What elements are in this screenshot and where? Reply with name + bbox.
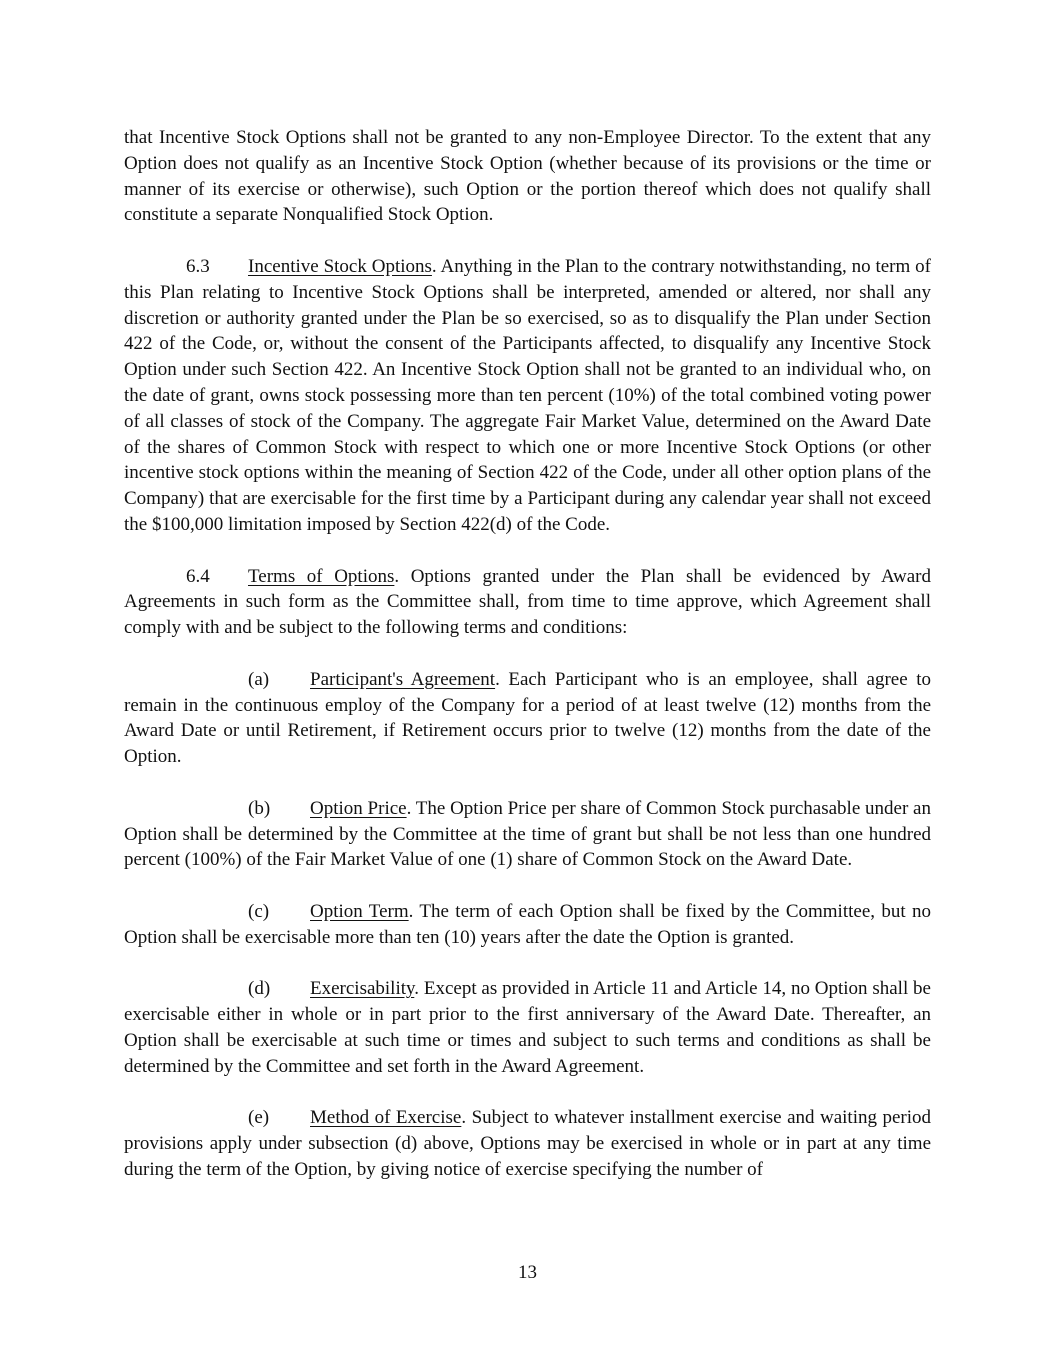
- subsection-e: [124, 1105, 931, 1182]
- subsection-a: [124, 667, 931, 770]
- section-6-4: [124, 564, 931, 641]
- subsection-heading: Participant's Agreement: [310, 668, 496, 690]
- section-text: . Options granted under the Plan shall be evidenced by Award Agreements in such form as the Committee shall, from time to time approve, which Agreement shall comply with and be subject to the following terms and conditions:: [124, 565, 932, 639]
- paragraph-intro: [124, 125, 931, 228]
- document-body: [124, 125, 931, 1208]
- subsection-label: (a): [248, 668, 270, 690]
- section-6-3: [124, 254, 931, 538]
- subsection-heading: Exercisability: [310, 978, 415, 1000]
- subsection-label: (e): [248, 1107, 270, 1129]
- subsection-text: . Subject to whatever installment exercise and waiting period provisions apply under subsection (d) above, Options may be exercised in whole or in part at any time during the term of the Option, by giving notice of exercise specifying the number of: [124, 1107, 932, 1180]
- subsection-text: . The Option Price per share of Common Stock purchasable under an Option shall be determined by the Committee at the time of grant but shall be not less than one hundred percent (100%) of the Fair Market Value of one (1) share of Common Stock on the Award Date.: [124, 797, 931, 871]
- subsection-label: (c): [248, 900, 270, 922]
- page-number: 13: [518, 1262, 537, 1283]
- paragraph-text: that Incentive Stock Options shall not be granted to any non-Employee Director. To the extent that any Option does not qualify as an Incentive Stock Option (whether because of its provisions or the time or manner of its exercise or otherwise), such Option or the portion thereof which does not qualify shall constitute a separate Nonqualified Stock Option.: [124, 127, 931, 226]
- subsection-text: . Except as provided in Article 11 and Article 14, no Option shall be exercisable either in whole or in part prior to the first anniversary of the Award Date. Thereafter, an Option shall be exercisable at such time or times and subject to such terms and conditions as shall be determined by the Committee and set forth in the Award Agreement.: [124, 978, 931, 1077]
- section-heading: Terms of Options: [248, 565, 395, 587]
- subsection-b: [124, 796, 931, 873]
- subsection-label: (d): [248, 978, 271, 1000]
- subsection-heading: Option Term: [310, 900, 409, 922]
- subsection-text: . The term of each Option shall be fixed by the Committee, but no Option shall be exercisable more than ten (10) years after the date the Option is granted.: [124, 900, 931, 948]
- section-number: 6.4: [186, 565, 210, 587]
- section-heading: Incentive Stock Options: [248, 255, 432, 277]
- subsection-c: [124, 899, 931, 951]
- subsection-label: (b): [248, 797, 271, 819]
- subsection-heading: Method of Exercise: [310, 1107, 462, 1129]
- subsection-heading: Option Price: [310, 797, 407, 819]
- subsection-d: [124, 976, 931, 1079]
- subsection-text: . Each Participant who is an employee, shall agree to remain in the continuous employ of the Company for a period of at least twelve (12) months from the Award Date or until Retirement, if Retirement occurs prior to twelve (12) months from the date of the Option.: [124, 668, 931, 768]
- section-text: . Anything in the Plan to the contrary notwithstanding, no term of this Plan relating to Incentive Stock Options shall be interpreted, amended or altered, nor shall any discretion or authority granted under the Plan be so exercised, so as to disqualify the Plan under Section 422 of the Code, or, without the consent of the Participants affected, to disqualify any Incentive Stock Option under such Section 422. An Incentive Stock Option shall not be granted to an individual who, on the date of grant, owns stock possessing more than ten percent (10%) of the total combined voting power of all classes of stock of the Company. The aggregate Fair Market Value, determined on the Award Date of the shares of Common Stock with respect to which one or more Incentive Stock Options (or other incentive stock options within the meaning of Section 422 of the Code, under all other option plans of the Company) that are exercisable for the first time by a Participant during any calendar year shall not exceed the $100,000 limitation imposed by Section 422(d) of the Code.: [124, 255, 931, 535]
- section-number: 6.3: [186, 255, 210, 277]
